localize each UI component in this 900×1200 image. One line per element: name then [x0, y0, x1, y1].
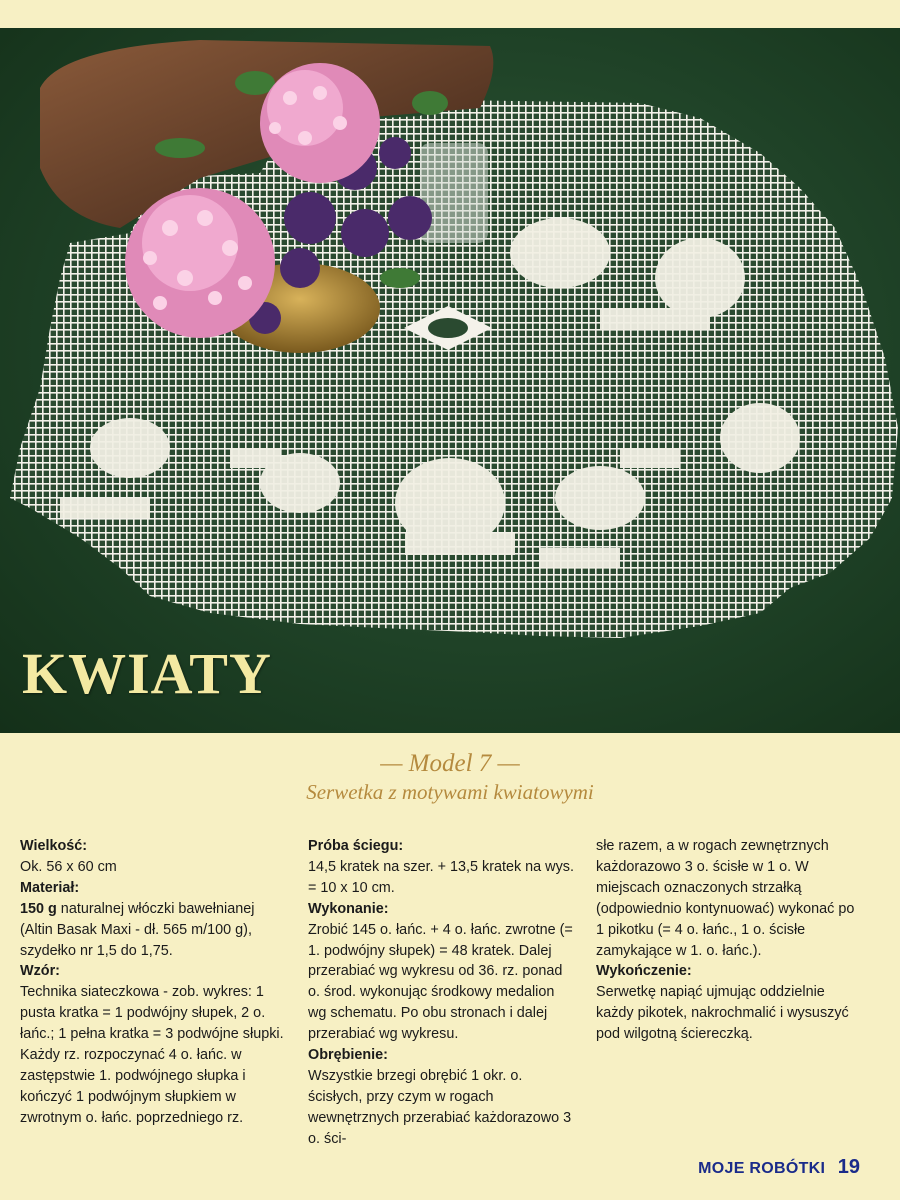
- material-label: Materiał:: [20, 879, 80, 896]
- size-text: Ok. 56 x 60 cm: [20, 858, 117, 875]
- doily-illustration: [0, 28, 900, 733]
- text-column-1: [20, 836, 288, 1129]
- size-label: Wielkość:: [20, 838, 88, 854]
- material-description: naturalnej włóczki bawełnianej (Altin Basak Maxi - dł. 565 m/100 g), szydełko nr 1,5 do 1,75.: [20, 900, 255, 959]
- model-subtitle: Serwetka z motywami kwiatowymi: [306, 780, 594, 804]
- edging-label: Obrębienie:: [308, 1047, 388, 1064]
- pattern-text: Technika siateczkowa - zob. wykres: 1 pusta kratka = 1 podwójny słupek, 2 o. łańc.; 1 pełna kratka = 3 podwójne słupki. Każdy rz. rozpoczynać 4 o. łańc. w zastępstwie 1. podwójnego słupka i kończyć 1 podwójnym słupkiem w zwrotnym o. łańc. poprzedniego rz.: [20, 984, 284, 1126]
- pattern-label: Wzór:: [20, 963, 60, 980]
- gauge-label: Próba ściegu:: [308, 838, 404, 854]
- execution-label: Wykonanie:: [308, 900, 389, 917]
- magazine-name: MOJE ROBÓTKI: [698, 1160, 826, 1177]
- top-strip: [0, 0, 900, 28]
- text-column-3: [596, 836, 866, 1045]
- model-number: — Model 7 —: [380, 750, 520, 777]
- page-title: KWIATY: [22, 641, 272, 706]
- doily-photo: [0, 28, 900, 733]
- edging-text-continued: słe razem, a w rogach zewnętrznych każdorazowo 3 o. ścisłe w 1 o. W miejscach oznaczonych strzałką (odpowiednio kontynuować) wykonać po 1 pikotku (= 4 o. łańc., 1 o. ścisłe zamykające w 1. o. łańc.).: [596, 838, 855, 959]
- text-column-2: [308, 836, 576, 1150]
- model-heading: [0, 750, 900, 805]
- glass: [420, 143, 488, 243]
- finishing-text: Serwetkę napiąć ujmując oddzielnie każdy pikotek, nakrochmalić i wysuszyć pod wilgotną ściereczką.: [596, 984, 849, 1043]
- execution-text: Zrobić 145 o. łańc. + 4 o. łańc. zwrotne (= 1. podwójny słupek) = 48 kratek. Dalej przerabiać wg wykresu od 36. rz. ponad o. środ. wykonując środkowy medalion wg schematu. Po obu stronach i dalej przerabiać wg wykresu.: [308, 921, 573, 1043]
- finishing-label: Wykończenie:: [596, 963, 692, 980]
- material-text: [20, 899, 288, 962]
- edging-text: Wszystkie brzegi obrębić 1 okr. o. ścisłych, przy czym w rogach wewnętrznych przerabiać każdorazowo 3 o. ści-: [308, 1067, 572, 1147]
- material-weight: 150 g: [20, 900, 57, 917]
- gauge-text: 14,5 kratek na szer. + 13,5 kratek na wys. = 10 x 10 cm.: [308, 858, 574, 896]
- page-number: 19: [837, 1156, 860, 1178]
- page-footer: [698, 1156, 860, 1179]
